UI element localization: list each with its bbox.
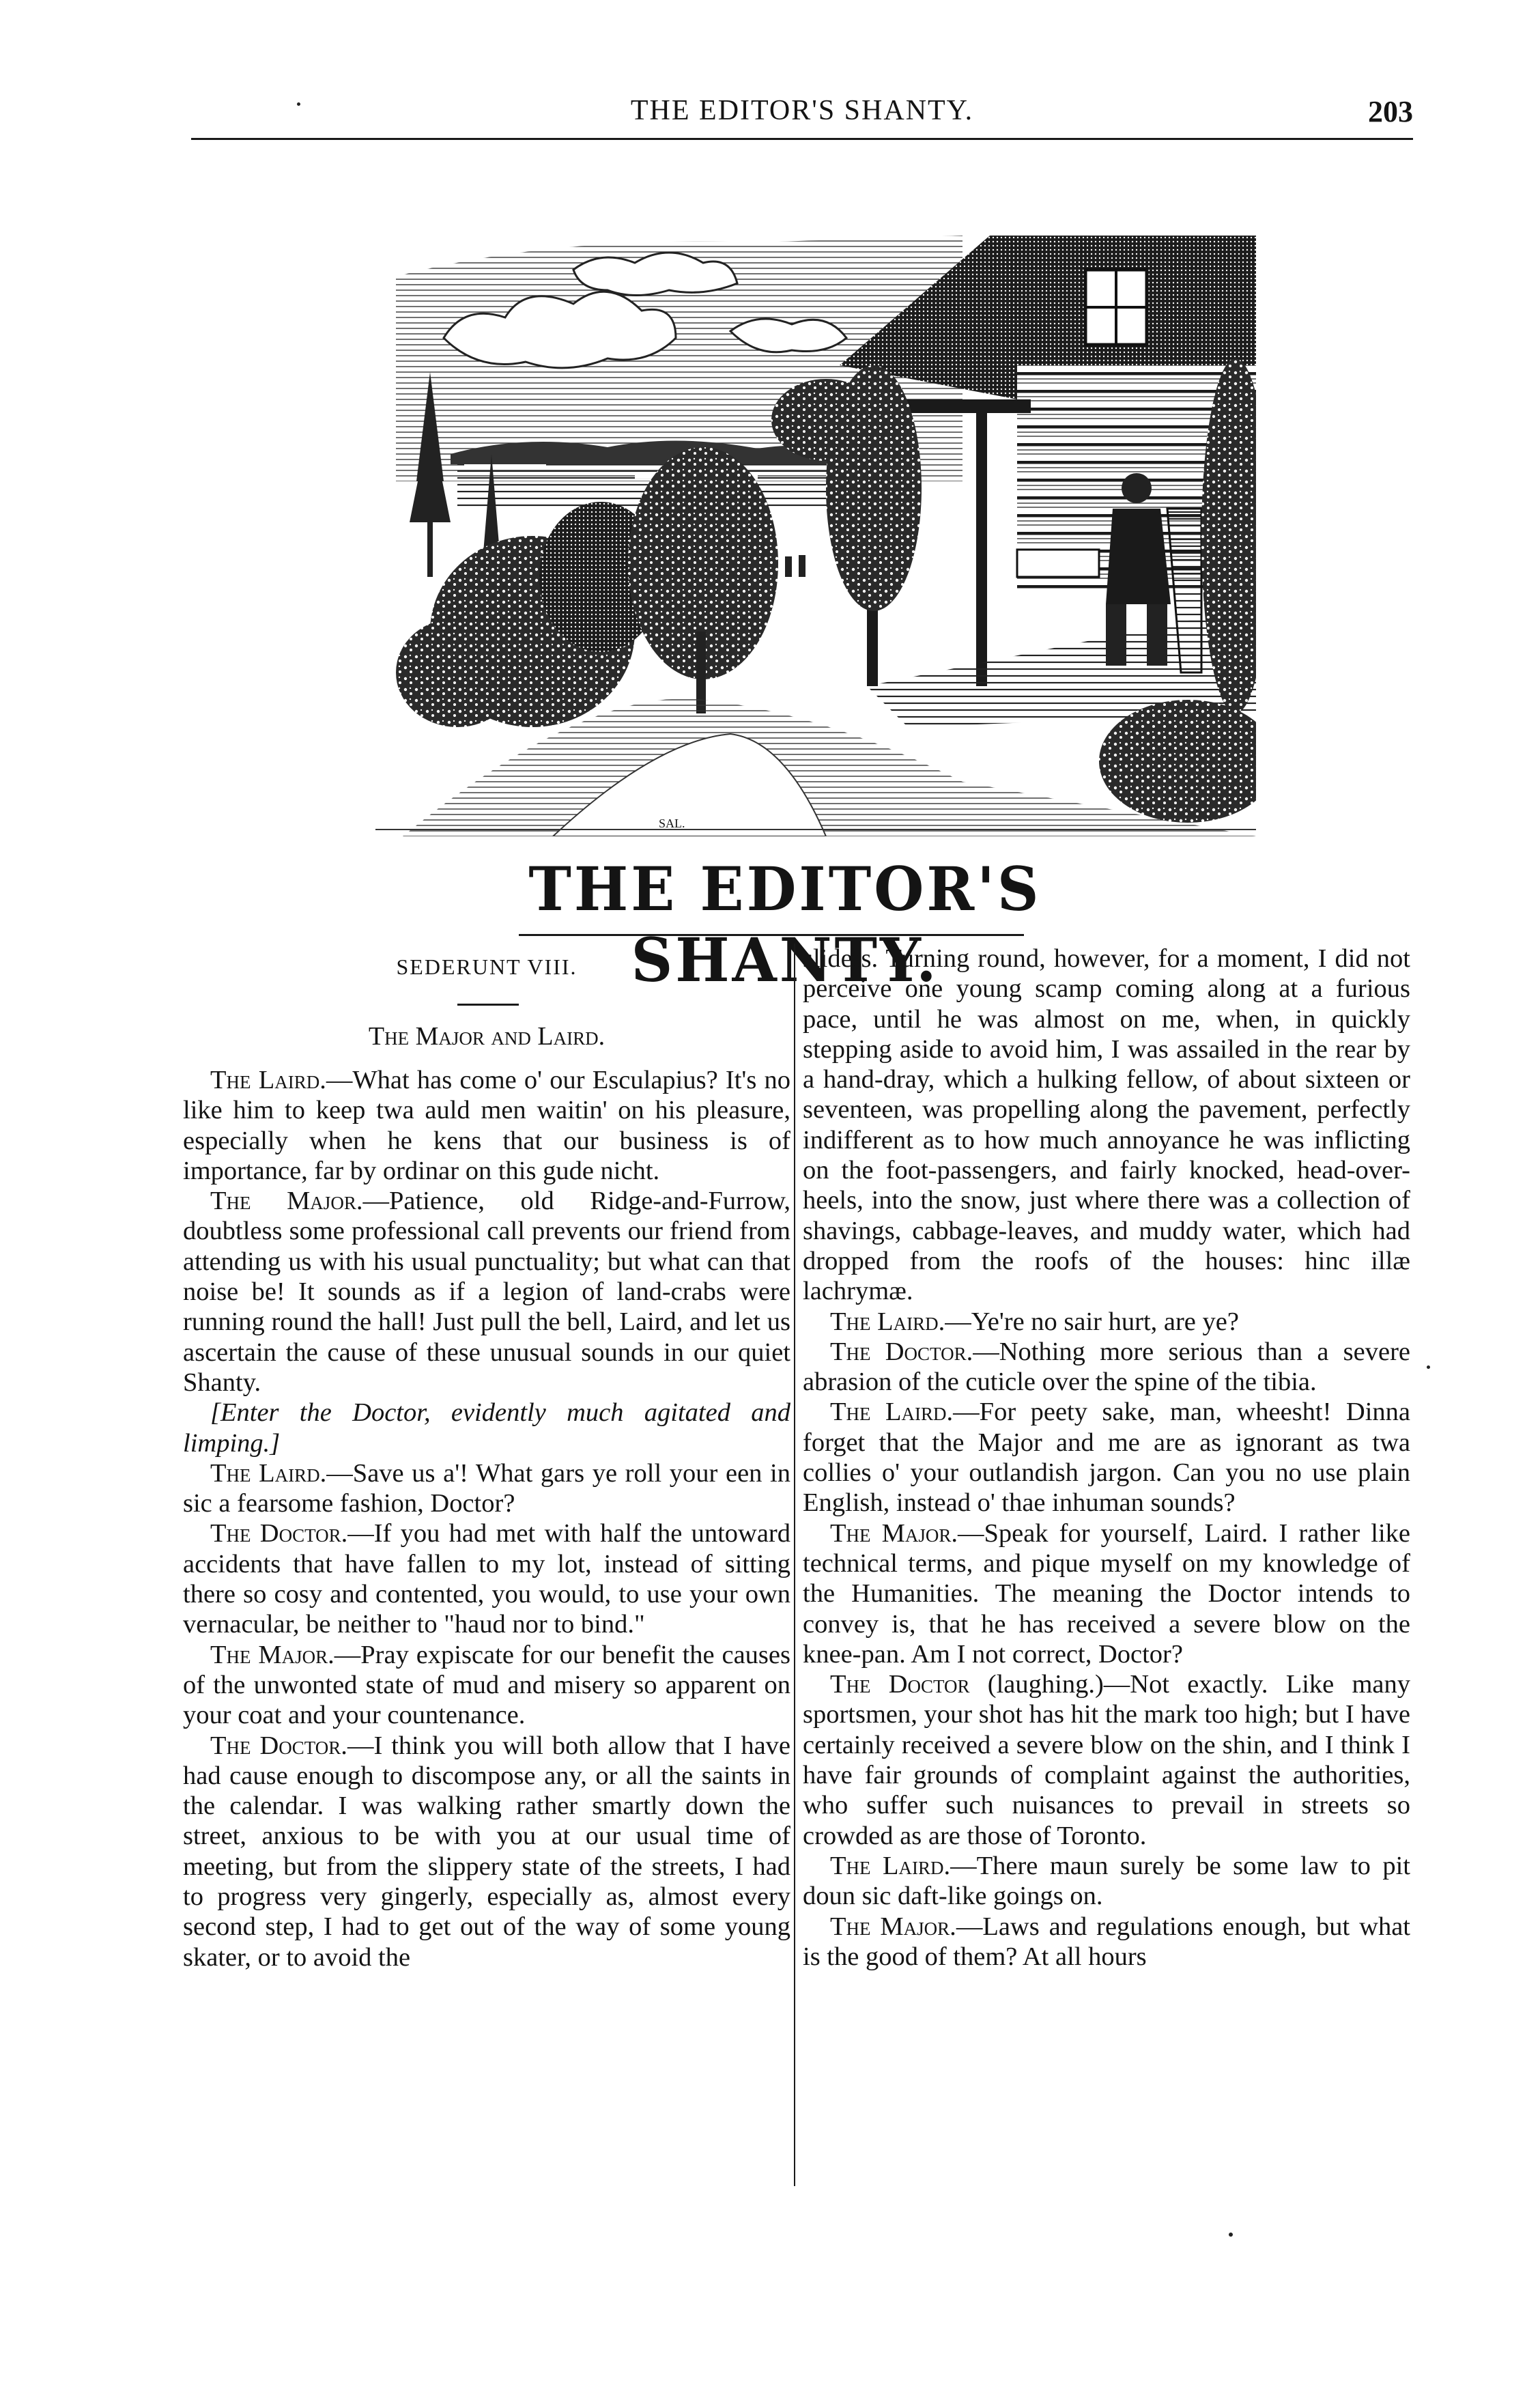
dialogue-paragraph (803, 1397, 1410, 1518)
speaker-name: The Major. (210, 1640, 334, 1669)
dialogue-paragraph (183, 1186, 790, 1398)
engraving-illustration (348, 195, 1256, 836)
speaker-name: The Major. (830, 1912, 956, 1941)
dialogue-paragraph (183, 1640, 790, 1731)
dialogue-paragraph (803, 1912, 1410, 1972)
dialogue-text: —Speak for yourself, Laird. I rather like technical terms, and pique myself on my knowledge of the Humanities. The meaning the Doctor intends to convey is, that he has received a severe blow on the knee-pan. Am I not correct, Doctor? (803, 1518, 1411, 1669)
dialogue-text: —If you had met with half the untoward accidents that have fallen to my lot, instead of sitting there so cosy and contented, you would, to use your own vernacular, be neither to "haud nor to bind." (183, 1519, 790, 1639)
dialogue-paragraph (803, 1307, 1410, 1337)
speaker-name: The Laird. (210, 1066, 326, 1094)
running-title: THE EDITOR'S SHANTY. (630, 95, 974, 126)
dialogue-paragraph (183, 1458, 790, 1519)
sederunt-rule (457, 1004, 519, 1006)
dialogue-text: —What has come o' our Esculapius? It's no like him to keep twa auld men waitin' on his pleasure, especially when he kens that our business is of importance, far by ordinar on this gude nicht. (183, 1066, 790, 1185)
dialogue-text: (laughing.)—Not exactly. Like many sportsmen, your shot has hit the mark too high; but I have certainly received a severe blow on the shin, and I think I have fair grounds of complaint against the authorities, who suffer such nuisances to prevail in streets so crowded as are those of Toronto. (803, 1670, 1411, 1850)
speaker-name: The Major. (210, 1187, 363, 1216)
print-speck (1229, 2233, 1233, 2237)
running-head (191, 89, 1413, 140)
speaker-name: The Doctor. (830, 1337, 973, 1366)
engraver-signature: SAL. (659, 817, 685, 830)
right-column (803, 944, 1410, 1972)
dialogue-paragraph (183, 1518, 790, 1639)
speaker-name: The Major. (830, 1518, 958, 1548)
dialogue-paragraph (803, 1518, 1410, 1669)
print-speck (297, 102, 300, 106)
dialogue-paragraph (803, 1337, 1410, 1398)
speaker-name: The Laird. (830, 1398, 954, 1427)
dialogue-paragraph (803, 1669, 1410, 1851)
dialogue-text: —For peety sake, man, wheesht! Dinna forget that the Major and me are as ignorant as twa collies o' your outlandish jargon. Can you no use plain English, instead o' thae inhuman sounds? (803, 1398, 1410, 1518)
dialogue-text: —There maun surely be some law to pit doun sic daft-like goings on. (803, 1851, 1410, 1911)
dialogue-paragraph (183, 1731, 790, 1972)
speaker-name: The Laird. (830, 1851, 951, 1880)
stage-direction-text: [Enter the Doctor, evidently much agitated and limping.] (183, 1398, 790, 1458)
dialogue-text: —Save us a'! What gars ye roll your een in sic a fearsome fashion, Doctor? (183, 1458, 791, 1518)
dialogue-text: —Ye're no sair hurt, are ye? (945, 1307, 1239, 1336)
column-divider (794, 944, 795, 2186)
print-speck (1427, 1365, 1430, 1369)
speaker-name: The Doctor (830, 1670, 970, 1699)
feature-title: THE EDITOR'S SHANTY. (528, 853, 1042, 995)
page-number: 203 (1368, 95, 1413, 128)
speaker-name: The Laird. (830, 1307, 945, 1336)
stage-direction (183, 1398, 790, 1458)
sederunt-heading: SEDERUNT VIII. (396, 954, 578, 979)
dialogue-text: —Patience, old Ridge-and-Furrow, doubtless some professional call prevents our friend from attending us with his usual punctuality; but what can that noise be! It sounds as if a legion of land-crabs were running round the hall! Just pull the bell, Laird, and let us ascertain the cause of these unusual sounds in our quiet Shanty. (183, 1187, 790, 1397)
dialogue-paragraph (183, 1065, 790, 1186)
scene-subhead: The Major and Laird. (368, 1022, 605, 1051)
left-column (183, 1065, 790, 1972)
speaker-name: The Doctor. (210, 1731, 347, 1760)
speaker-name: The Doctor. (210, 1519, 348, 1548)
dialogue-paragraph (803, 944, 1410, 1307)
dialogue-text: —I think you will both allow that I have had cause enough to discompose any, or all the saints in the calendar. I was walking rather smartly down the street, anxious to be with you at our usual time of meeting, but from the slippery state of the streets, I had to progress very gingerly, especially as, almost every second step, I had to get out of the way of some young skater, or to avoid the (183, 1731, 790, 1972)
speaker-name: The Laird. (210, 1458, 327, 1488)
dialogue-text: sliders. Turning round, however, for a moment, I did not perceive one young scamp coming along at a furious pace, until he was almost on me, when, in quickly stepping aside to avoid him, I was assailed in the rear by a hand-dray, which a hulking fellow, of about sixteen or seventeen, was propelling along the pavement, perfectly indifferent as to how much annoyance he was inflicting on the foot-passengers, and fairly knocked, head-over-heels, into the snow, just where there was a collection of shavings, cabbage-leaves, and muddy water, which had dropped from the roofs of the houses: hinc illæ lachrymæ. (803, 944, 1410, 1306)
title-rule (519, 934, 1024, 936)
dialogue-text: —Nothing more serious than a severe abrasion of the cuticle over the spine of the tibia. (803, 1337, 1410, 1397)
dialogue-text: —Pray expiscate for our benefit the causes of the unwonted state of mud and misery so apparent on your coat and your countenance. (183, 1640, 790, 1730)
dialogue-text: —Laws and regulations enough, but what is the good of them? At all hours (803, 1912, 1410, 1971)
dialogue-paragraph (803, 1851, 1410, 1912)
